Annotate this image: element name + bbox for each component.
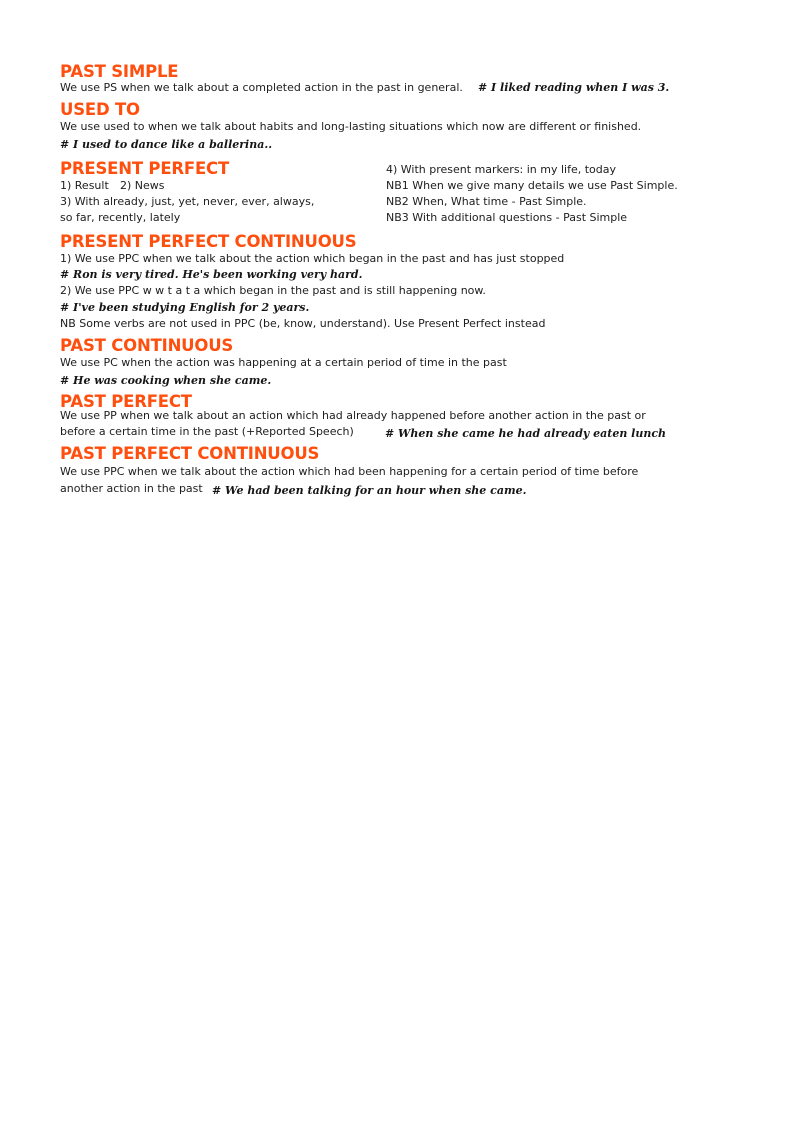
ppc-example-1: # Ron is very tired. He's been working very hard. [60,268,363,281]
heading-used-to: USED TO [60,100,140,119]
past-continuous-rule: We use PC when the action was happening at a certain period of time in the past [60,356,507,369]
heading-present-perfect-continuous: PRESENT PERFECT CONTINUOUS [60,232,357,251]
present-perfect-use-news: 2) News [120,179,165,192]
past-simple-rule: We use PS when we talk about a completed action in the past in general. [60,81,463,94]
pastpc-rule-1: We use PPC when we talk about the action which had been happening for a certain period of time before [60,465,639,478]
past-perfect-rule-2: before a certain time in the past (+Reported Speech) [60,425,354,438]
present-perfect-nb2: NB2 When, What time - Past Simple. [386,195,587,208]
past-perfect-rule-1: We use PP when we talk about an action which had already happened before another action in the past or [60,409,646,422]
ppc-rule-1: 1) We use PPC when we talk about the action which began in the past and has just stopped [60,252,565,265]
heading-past-continuous: PAST CONTINUOUS [60,336,234,355]
ppc-note: NB Some verbs are not used in PPC (be, know, understand). Use Present Perfect instead [60,317,546,330]
heading-past-perfect: PAST PERFECT [60,392,192,411]
pastpc-rule-2: another action in the past [60,482,203,495]
used-to-rule: We use used to when we talk about habits and long-lasting situations which now are different or finished. [60,120,642,133]
ppc-example-2: # I've been studying English for 2 years. [60,301,310,314]
pastpc-example: # We had been talking for an hour when she came. [212,484,527,497]
heading-past-simple: PAST SIMPLE [60,62,179,81]
past-perfect-example: # When she came he had already eaten lunch [385,427,667,440]
used-to-example: # I used to dance like a ballerina.. [60,138,273,151]
present-perfect-use-markers: 3) With already, just, yet, never, ever, always, [60,195,315,208]
past-simple-example: # I liked reading when I was 3. [478,81,670,94]
heading-past-perfect-continuous: PAST PERFECT CONTINUOUS [60,444,320,463]
present-perfect-use-result: 1) Result [60,179,109,192]
ppc-rule-2: 2) We use PPC w w t a t a which began in the past and is still happening now. [60,284,486,297]
heading-present-perfect: PRESENT PERFECT [60,159,230,178]
present-perfect-use-markers-cont: so far, recently, lately [60,211,181,224]
past-continuous-example: # He was cooking when she came. [60,374,272,387]
present-perfect-present-markers: 4) With present markers: in my life, today [386,163,617,176]
present-perfect-nb3: NB3 With additional questions - Past Simple [386,211,628,224]
present-perfect-nb1: NB1 When we give many details we use Past Simple. [386,179,678,192]
